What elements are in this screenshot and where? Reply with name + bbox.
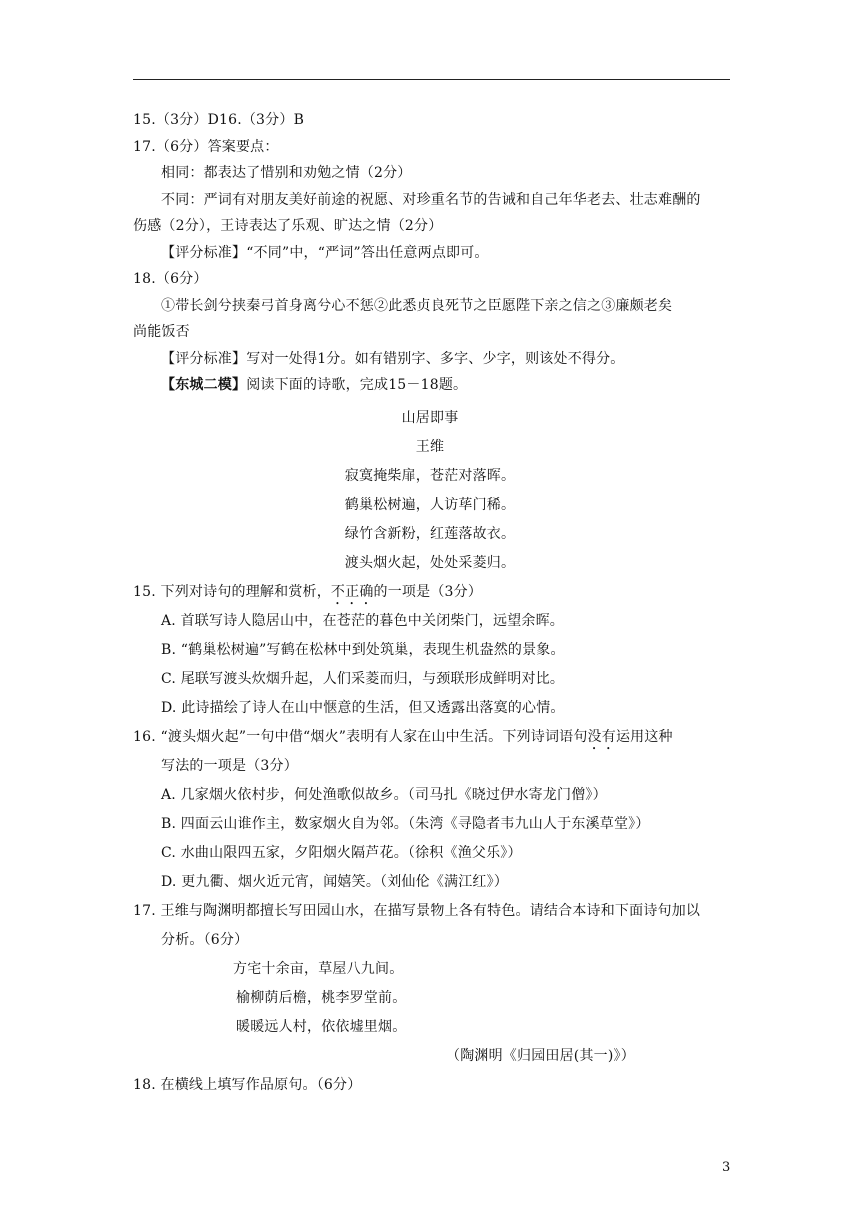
answer-17-heading: 17.（6分）答案要点： <box>133 139 279 155</box>
section-intro <box>161 375 467 395</box>
poem-line: 渡头烟火起，处处采菱归。 <box>344 555 516 571</box>
q16-option-b: B. 四面云山谁作主，数家烟火自为邻。（朱湾《寻隐者韦九山人于东溪草堂》） <box>161 816 650 832</box>
q15-emphasis: 不正确 <box>330 584 374 600</box>
q15-option-d: D. 此诗描绘了诗人在山中惬意的生活，但又透露出落寞的心情。 <box>161 700 565 716</box>
q18-stem: 18. 在横线上填写作品原句。（6分） <box>133 1077 362 1093</box>
answer-15-16: 15.（3分）D16.（3分）B <box>133 112 305 128</box>
q15-option-b: B. “鹤巢松树遍”写鹤在松林中到处筑巢，表现生机盎然的景象。 <box>161 642 565 658</box>
answer-18-standard: 【评分标准】写对一处得1分。如有错别字、多字、少字，则该处不得分。 <box>161 351 625 367</box>
q15-option-c: C. 尾联写渡头炊烟升起，人们采菱而归，与颈联形成鲜明对比。 <box>161 671 565 687</box>
q16-stem <box>133 727 673 753</box>
q15-stem-part: 的一项是（3分） <box>373 584 483 600</box>
q17-stem-line2: 分析。（6分） <box>161 932 249 948</box>
q17-stem-line1: 17. 王维与陶渊明都擅长写田园山水，在描写景物上各有特色。请结合本诗和下面诗句加以 <box>133 903 701 919</box>
answer-17-diff-line2: 伤感（2分），王诗表达了乐观、旷达之情（2分） <box>133 218 443 234</box>
q16-stem-part: 运用这种 <box>615 729 673 745</box>
q17-poem-source: （陶渊明《归园田居(其一)》） <box>446 1048 635 1064</box>
q15-stem <box>133 582 482 608</box>
q15-stem-part: 15. 下列对诗句的理解和赏析， <box>133 584 331 600</box>
answer-17-diff-line1: 不同：严词有对朋友美好前途的祝愿、对珍重名节的告诫和自己年华老去、壮志难酬的 <box>161 192 701 208</box>
poem-line: 绿竹含新粉，红莲落故衣。 <box>344 526 516 542</box>
poem-line: 寂寞掩柴扉，苍茫对落晖。 <box>344 468 516 484</box>
answer-18-text-line1: ①带长剑兮挟秦弓首身离兮心不惩②此悉贞良死节之臣愿陛下亲之信之③廉颇老矣 <box>161 298 673 314</box>
poem-line: 鹤巢松树遍，人访荜门稀。 <box>344 497 516 513</box>
section-intro-text: 阅读下面的诗歌，完成15－18题。 <box>246 377 468 393</box>
q15-option-a: A. 首联写诗人隐居山中，在苍茫的暮色中关闭柴门，远望余晖。 <box>161 613 565 629</box>
answer-17-standard: 【评分标准】“不同”中，“严词”答出任意两点即可。 <box>161 245 489 261</box>
q16-option-c: C. 水曲山限四五家，夕阳烟火隔芦花。（徐积《渔父乐》） <box>161 845 522 861</box>
page-number: 3 <box>722 1160 731 1175</box>
q17-poem-line: 暖暖远人村，依依墟里烟。 <box>236 1019 407 1035</box>
q16-stem-line2: 写法的一项是（3分） <box>161 758 298 774</box>
answer-17-same: 相同：都表达了惜别和劝勉之情（2分） <box>161 165 412 181</box>
q17-poem-line: 榆柳荫后檐，桃李罗堂前。 <box>236 990 407 1006</box>
header-rule <box>133 79 730 80</box>
q16-option-a: A. 几家烟火依村步，何处渔歌似故乡。（司马扎《晓过伊水寄龙门僧》） <box>161 787 607 803</box>
poem-author: 王维 <box>415 439 445 455</box>
answer-18-heading: 18.（6分） <box>133 271 208 287</box>
poem-title: 山居即事 <box>401 410 459 426</box>
q16-option-d: D. 更九衢、烟火近元宵，闻嬉笑。（刘仙伦《满江红》） <box>161 874 509 890</box>
answer-18-text-line2: 尚能饭否 <box>133 324 190 340</box>
q17-poem-line: 方宅十余亩，草屋八九间。 <box>233 961 404 977</box>
section-tag: 【东城二模】 <box>161 377 247 393</box>
q16-emphasis: 没有 <box>587 729 616 745</box>
q16-stem-part: 16. “渡头烟火起”一句中借“烟火”表明有人家在山中生活。下列诗词语句 <box>133 729 588 745</box>
